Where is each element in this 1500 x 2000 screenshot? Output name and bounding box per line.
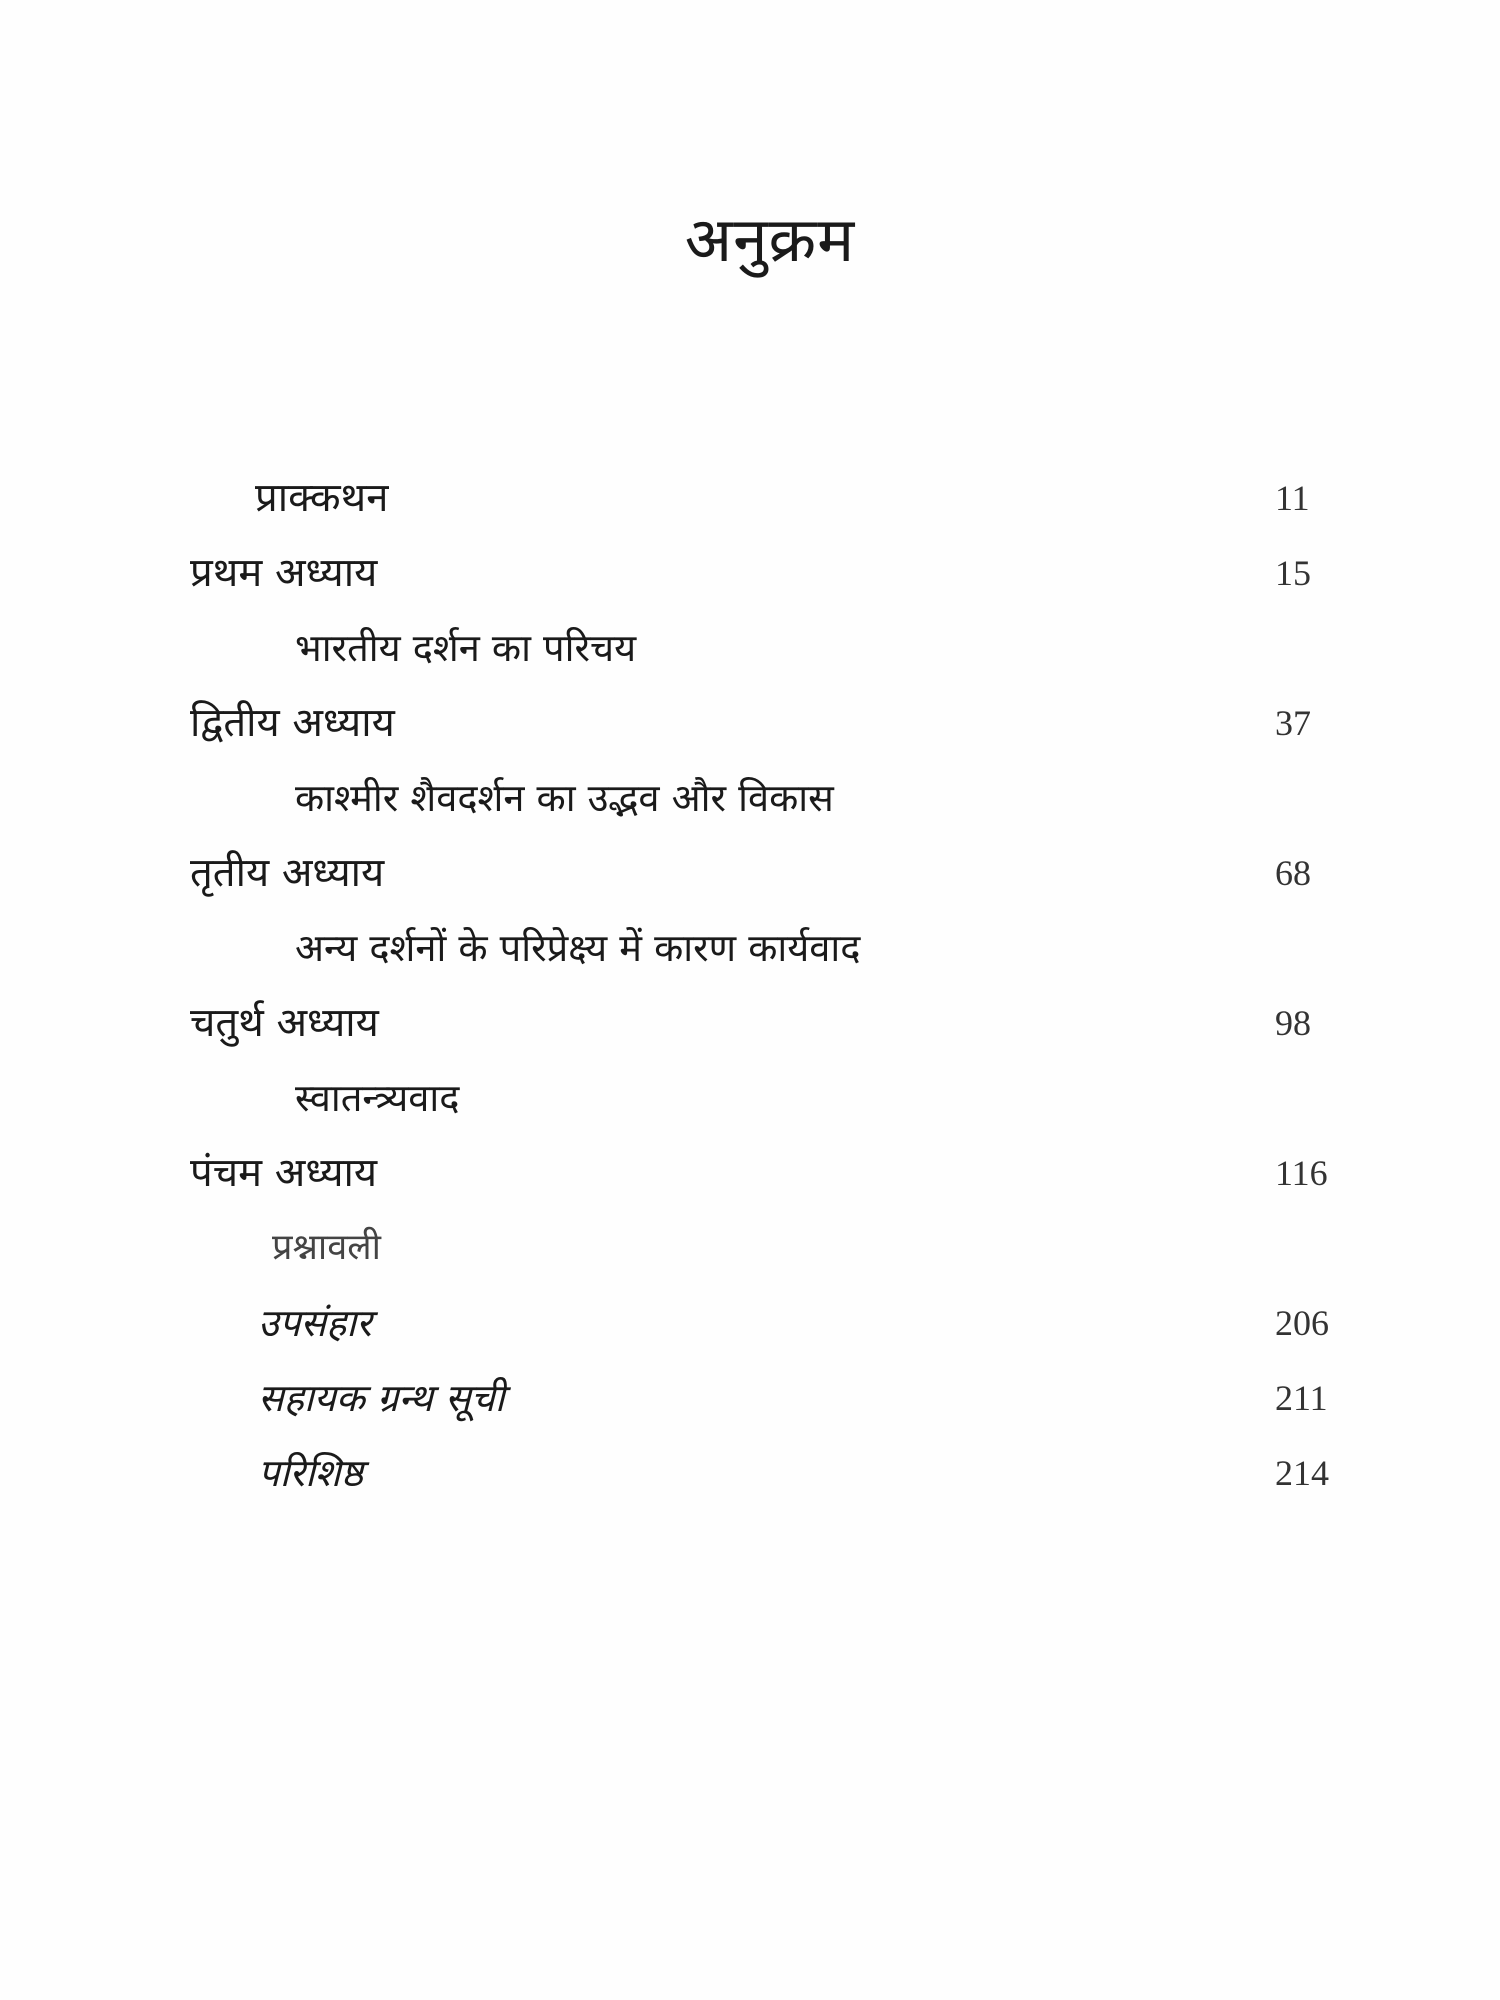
toc-entry-label: काश्मीर शैवदर्शन का उद्भव और विकास: [295, 776, 834, 820]
toc-entry-label: भारतीय दर्शन का परिचय: [295, 626, 637, 670]
toc-entry-label: स्वातन्त्र्यवाद: [295, 1076, 460, 1120]
toc-entry-label: द्वितीय अध्याय: [190, 700, 395, 746]
toc-entry-chapter-2-title: [0, 768, 1500, 828]
toc-entry-page: 68: [1275, 853, 1311, 893]
toc-entry-preface: [0, 468, 1500, 528]
toc-entry-label: परिशिष्ठ: [258, 1451, 364, 1495]
toc-entry-page: 206: [1275, 1303, 1329, 1343]
page-title: अनुक्रम: [684, 203, 856, 276]
toc-entry-page: 214: [1275, 1453, 1329, 1493]
toc-entry-page: 11: [1275, 478, 1310, 518]
toc-entry-bibliography: [0, 1368, 1500, 1428]
toc-entry-chapter-5-title: [0, 1218, 1500, 1278]
toc-entry-label: अन्य दर्शनों के परिप्रेक्ष्य में कारण कार्यवाद: [295, 926, 861, 970]
toc-entry-chapter-3: [0, 843, 1500, 903]
toc-entry-page: 116: [1275, 1153, 1328, 1193]
toc-entry-chapter-4-title: [0, 1068, 1500, 1128]
toc-entry-chapter-2: [0, 693, 1500, 753]
toc-entry-label: प्रथम अध्याय: [190, 550, 378, 596]
toc-entry-page: 37: [1275, 703, 1311, 743]
toc-entry-chapter-1: [0, 543, 1500, 603]
toc-entry-label: तृतीय अध्याय: [190, 850, 385, 896]
toc-entry-chapter-4: [0, 993, 1500, 1053]
toc-entry-appendix: [0, 1443, 1500, 1503]
toc-entry-page: 98: [1275, 1003, 1311, 1043]
toc-entry-label: प्राक्कथन: [255, 475, 389, 521]
toc-entry-chapter-3-title: [0, 918, 1500, 978]
toc-entry-label: चतुर्थ अध्याय: [190, 1000, 379, 1046]
toc-entry-chapter-1-title: [0, 618, 1500, 678]
toc-entry-label: उपसंहार: [258, 1301, 372, 1345]
toc-entry-label: सहायक ग्रन्थ सूची: [258, 1376, 505, 1420]
toc-entry-conclusion: [0, 1293, 1500, 1353]
toc-entry-page: 15: [1275, 553, 1311, 593]
toc-entry-label: प्रश्नावली: [272, 1227, 382, 1268]
toc-entry-label: पंचम अध्याय: [190, 1150, 378, 1196]
toc-entry-page: 211: [1275, 1378, 1328, 1418]
toc-entry-chapter-5: [0, 1143, 1500, 1203]
